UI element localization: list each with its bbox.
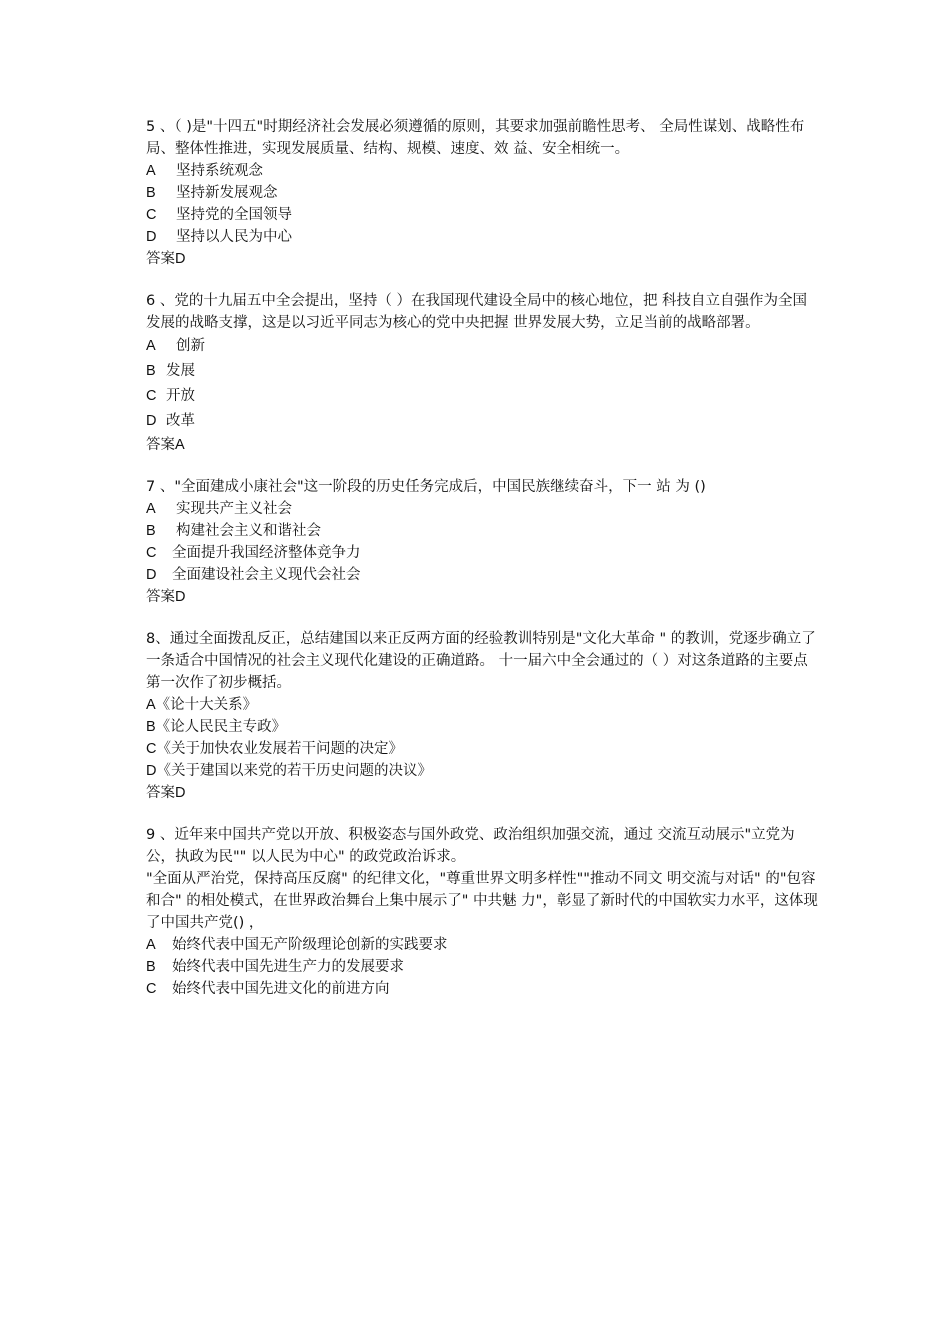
option-text: 《论人民民主专政》 xyxy=(155,719,287,735)
answer-label: 答案 xyxy=(146,785,175,801)
option-text: 始终代表中国先进文化的前进方向 xyxy=(172,981,390,997)
option-text: 创新 xyxy=(176,338,205,354)
option-text: 《关于加快农业发展若干问题的决定》 xyxy=(156,741,403,757)
answer-line xyxy=(146,248,818,270)
option-a xyxy=(146,498,818,520)
answer-line xyxy=(146,782,818,804)
option-key: C xyxy=(146,388,157,404)
option-b xyxy=(146,716,818,738)
question-5 xyxy=(146,116,818,270)
question-text xyxy=(146,824,818,934)
answer-value: D xyxy=(175,251,186,267)
option-key: D xyxy=(146,413,157,429)
question-6 xyxy=(146,290,818,456)
question-paragraph: 9 、近年来中国共产党以开放、积极姿态与国外政党、政治组织加强交流，通过 交流互动展示"立党为公，执政为民"" 以人民为中心" 的政党政治诉求。 xyxy=(146,827,795,865)
option-key: B xyxy=(146,959,156,975)
option-key: C xyxy=(146,741,157,757)
option-text: 坚持新发展观念 xyxy=(176,185,278,201)
option-key: C xyxy=(146,207,157,223)
option-b xyxy=(146,182,818,204)
answer-value: D xyxy=(175,785,186,801)
option-d xyxy=(146,409,818,434)
option-key: A xyxy=(146,937,156,953)
option-d xyxy=(146,564,818,586)
answer-label: 答案 xyxy=(146,589,175,605)
option-text: 坚持党的全国领导 xyxy=(176,207,292,223)
option-d xyxy=(146,226,818,248)
option-c xyxy=(146,738,818,760)
option-text: 发展 xyxy=(166,363,195,379)
option-key: B xyxy=(146,523,156,539)
question-text: 6 、党的十九届五中全会提出，坚持（ ）在我国现代建设全局中的核心地位，把 科技自立自强作为全国发展的战略支撑，这是以习近平同志为核心的党中央把握 世界发展大势，立足当前的战略部署。 xyxy=(146,293,808,331)
option-a xyxy=(146,334,818,359)
option-text: 开放 xyxy=(166,388,195,404)
option-key: A xyxy=(146,501,156,517)
option-key: D xyxy=(146,567,157,583)
option-a xyxy=(146,694,818,716)
option-a xyxy=(146,160,818,182)
question-7 xyxy=(146,476,818,608)
option-key: B xyxy=(146,363,156,379)
option-d xyxy=(146,760,818,782)
option-c xyxy=(146,204,818,226)
option-text: 坚持以人民为中心 xyxy=(176,229,292,245)
question-paragraph: "全面从严治党，保持高压反腐" 的纪律文化，"尊重世界文明多样性""推动不同文 明交流与对话" 的"包容和合" 的相处模式，在世界政治舞台上集中展示了" 中共魅 力"，彰显了新时代的中国软实力水平，这体现了中国共产党() ， xyxy=(146,871,818,931)
option-text: 始终代表中国先进生产力的发展要求 xyxy=(172,959,404,975)
option-text: 全面提升我国经济整体竞争力 xyxy=(172,545,361,561)
option-key: B xyxy=(146,719,156,735)
question-text: 7 、"全面建成小康社会"这一阶段的历史任务完成后，中国民族继续奋斗，下一 站 为 () xyxy=(146,479,706,495)
option-text: 始终代表中国无产阶级理论创新的实践要求 xyxy=(172,937,448,953)
answer-line xyxy=(146,434,818,456)
question-9 xyxy=(146,824,818,1000)
option-key: B xyxy=(146,185,156,201)
option-key: A xyxy=(146,338,156,354)
option-a xyxy=(146,934,818,956)
option-key: A xyxy=(146,163,156,179)
option-c xyxy=(146,978,818,1000)
option-key: D xyxy=(146,763,157,779)
option-text: 坚持系统观念 xyxy=(176,163,263,179)
option-key: C xyxy=(146,981,157,997)
answer-label: 答案 xyxy=(146,251,175,267)
option-c xyxy=(146,542,818,564)
option-text: 构建社会主义和谐社会 xyxy=(176,523,321,539)
answer-value: D xyxy=(175,589,186,605)
option-key: C xyxy=(146,545,157,561)
answer-line xyxy=(146,586,818,608)
option-key: A xyxy=(146,697,156,713)
option-text: 《关于建国以来党的若干历史问题的决议》 xyxy=(156,763,432,779)
option-b xyxy=(146,359,818,384)
option-text: 实现共产主义社会 xyxy=(176,501,292,517)
answer-label: 答案 xyxy=(146,437,175,453)
option-text: 全面建设社会主义现代会社会 xyxy=(172,567,361,583)
document-page xyxy=(146,116,818,1020)
question-text: 8、通过全面拨乱反正，总结建国以来正反两方面的经验教训特别是"文化大革命 " 的教训，党逐步确立了一条适合中国情况的社会主义现代化建设的正确道路。 十一届六中全会通过的（ ）对这条道路的主要点第一次作了初步概括。 xyxy=(146,631,816,691)
answer-value: A xyxy=(175,437,185,453)
option-text: 《论十大关系》 xyxy=(155,697,258,713)
option-b xyxy=(146,956,818,978)
question-8 xyxy=(146,628,818,804)
option-key: D xyxy=(146,229,157,245)
option-text: 改革 xyxy=(166,413,195,429)
question-text: 5 、（ )是"十四五"时期经济社会发展必须遵循的原则，其要求加强前瞻性思考、 全局性谋划、战略性布局、整体性推进，实现发展质量、结构、规模、速度、效 益、安全相统一。 xyxy=(146,119,805,157)
option-c xyxy=(146,384,818,409)
option-b xyxy=(146,520,818,542)
